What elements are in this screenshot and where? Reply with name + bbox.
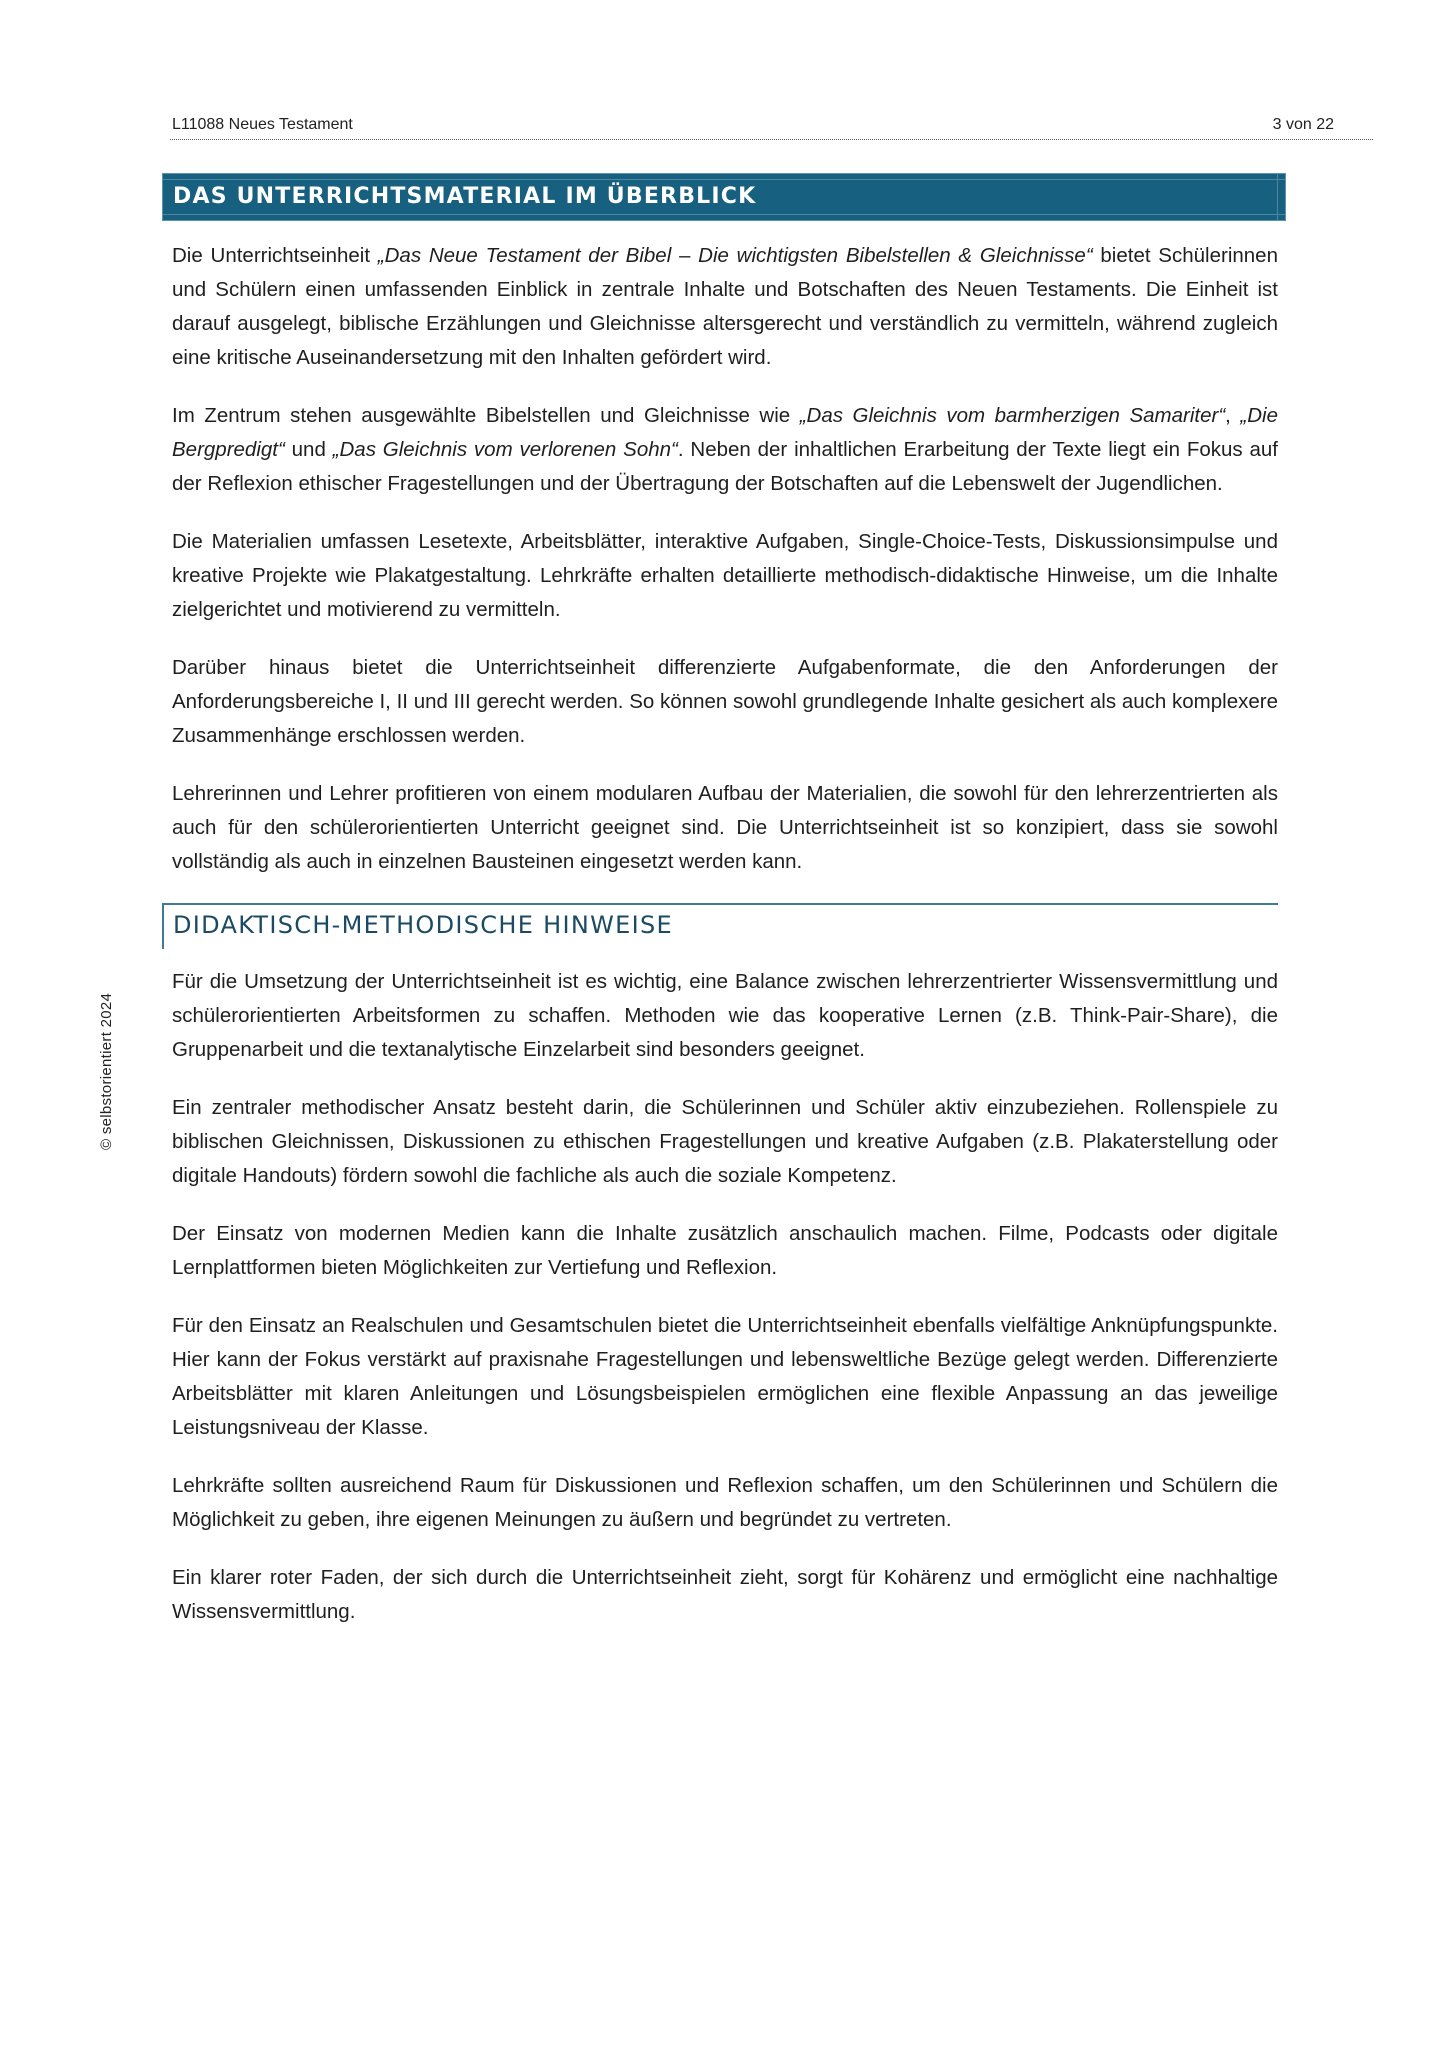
- paragraph: Darüber hinaus bietet die Unterrichtseinheit differenzierte Aufgabenformate, die den Anforderungen der Anforderungsbereiche I, II und III gerecht werden. So können sowohl grundlegende Inhalte gesichert als auch komplexere Zusammenhänge erschlossen werden.: [172, 656, 1278, 747]
- paragraph: Der Einsatz von modernen Medien kann die Inhalte zusätzlich anschaulich machen. Filme, Podcasts oder digitale Lernplattformen bieten Möglichkeiten zur Vertiefung und Reflexion.: [172, 1222, 1278, 1279]
- text-run: . Neben der inhaltlichen Erarbeitung der Texte liegt ein Fokus auf der Reflexion ethischer Fragestellungen und der Übertragung der Botschaften auf die Lebenswelt der Jugendlichen.: [172, 438, 1278, 495]
- paragraph: Lehrkräfte sollten ausreichend Raum für Diskussionen und Reflexion schaffen, um den Schülerinnen und Schülern die Möglichkeit zu geben, ihre eigenen Meinungen zu äußern und begründet zu vertreten.: [172, 1474, 1278, 1531]
- banner-decoration: [1277, 174, 1278, 220]
- section-title-didactics: DIDAKTISCH-METHODISCHE HINWEISE: [173, 911, 673, 939]
- text-run: Im Zentrum stehen ausgewählte Bibelstellen und Gleichnisse wie: [172, 404, 800, 427]
- section-banner-overview: [162, 173, 1286, 221]
- paragraph: Ein zentraler methodischer Ansatz besteht darin, die Schülerinnen und Schüler aktiv einzubeziehen. Rollenspiele zu biblischen Gleichnissen, Diskussionen zu ethischen Fragestellungen und kreative Aufgaben (z.B. Plakaterstellung oder digitale Handouts) fördern sowohl die fachliche als auch die soziale Kompetenz.: [172, 1096, 1278, 1187]
- text-run: und: [284, 438, 333, 461]
- section-title-overview: DAS UNTERRICHTSMATERIAL IM ÜBERBLICK: [173, 184, 757, 209]
- page-content: [162, 173, 1286, 1653]
- paragraph: Die Materialien umfassen Lesetexte, Arbeitsblätter, interaktive Aufgaben, Single-Choice-Tests, Diskussionsimpulse und kreative Projekte wie Plakatgestaltung. Lehrkräfte erhalten detaillierte methodisch-didaktische Hinweise, um die Inhalte zielgerichtet und motivierend zu vermitteln.: [172, 530, 1278, 621]
- parable-title-italic: „Das Gleichnis vom verlorenen Sohn“: [332, 438, 678, 461]
- section-heading-didactics: [162, 903, 1278, 949]
- document-title: L11088 Neues Testament: [172, 116, 353, 133]
- paragraph: Lehrerinnen und Lehrer profitieren von einem modularen Aufbau der Materialien, die sowohl für den lehrerzentrierten als auch für den schülerorientierten Unterricht geeignet sind. Die Unterrichtseinheit ist so konzipiert, dass sie sowohl vollständig als auch in einzelnen Bausteinen eingesetzt werden kann.: [172, 782, 1278, 873]
- paragraph: [172, 399, 1278, 501]
- paragraph: Ein klarer roter Faden, der sich durch die Unterrichtseinheit zieht, sorgt für Kohärenz und ermöglicht eine nachhaltige Wissensvermittlung.: [172, 1566, 1278, 1623]
- parable-title-italic: „Das Gleichnis vom barmherzigen Samariter“: [799, 404, 1226, 427]
- page-indicator: 3 von 22: [1272, 116, 1334, 133]
- parable-title-italic: „Die Bergpredigt“: [172, 404, 1278, 461]
- paragraph: [172, 239, 1278, 375]
- paragraph: Für den Einsatz an Realschulen und Gesamtschulen bietet die Unterrichtseinheit ebenfalls vielfältige Anknüpfungspunkte. Hier kann der Fokus verstärkt auf praxisnahe Fragestellungen und lebensweltliche Bezüge gelegt werden. Differenzierte Arbeitsblätter mit klaren Anleitungen und Lösungsbeispielen ermöglichen eine flexible Anpassung an das jeweilige Leistungsniveau der Klasse.: [172, 1314, 1278, 1439]
- unit-title-italic: „Das Neue Testament der Bibel – Die wichtigsten Bibelstellen & Gleichnisse“: [377, 244, 1093, 267]
- page-header: [170, 113, 1373, 140]
- paragraph: Für die Umsetzung der Unterrichtseinheit ist es wichtig, eine Balance zwischen lehrerzentrierter Wissensvermittlung und schülerorientierten Arbeitsformen zu schaffen. Methoden wie das kooperative Lernen (z.B. Think-Pair-Share), die Gruppenarbeit und die textanalytische Einzelarbeit sind besonders geeignet.: [172, 970, 1278, 1061]
- text-run: Die Unterrichtseinheit: [172, 244, 378, 267]
- text-run: bietet Schülerinnen und Schülern einen umfassenden Einblick in zentrale Inhalte und Botschaften des Neuen Testaments. Die Einheit ist darauf ausgelegt, biblische Erzählungen und Gleichnisse altersgerecht und verständlich zu vermitteln, während zugleich eine kritische Auseinandersetzung mit den Inhalten gefördert wird.: [172, 244, 1278, 369]
- copyright-note: © selbstorientiert 2024: [98, 992, 115, 1150]
- text-run: ,: [1225, 404, 1241, 427]
